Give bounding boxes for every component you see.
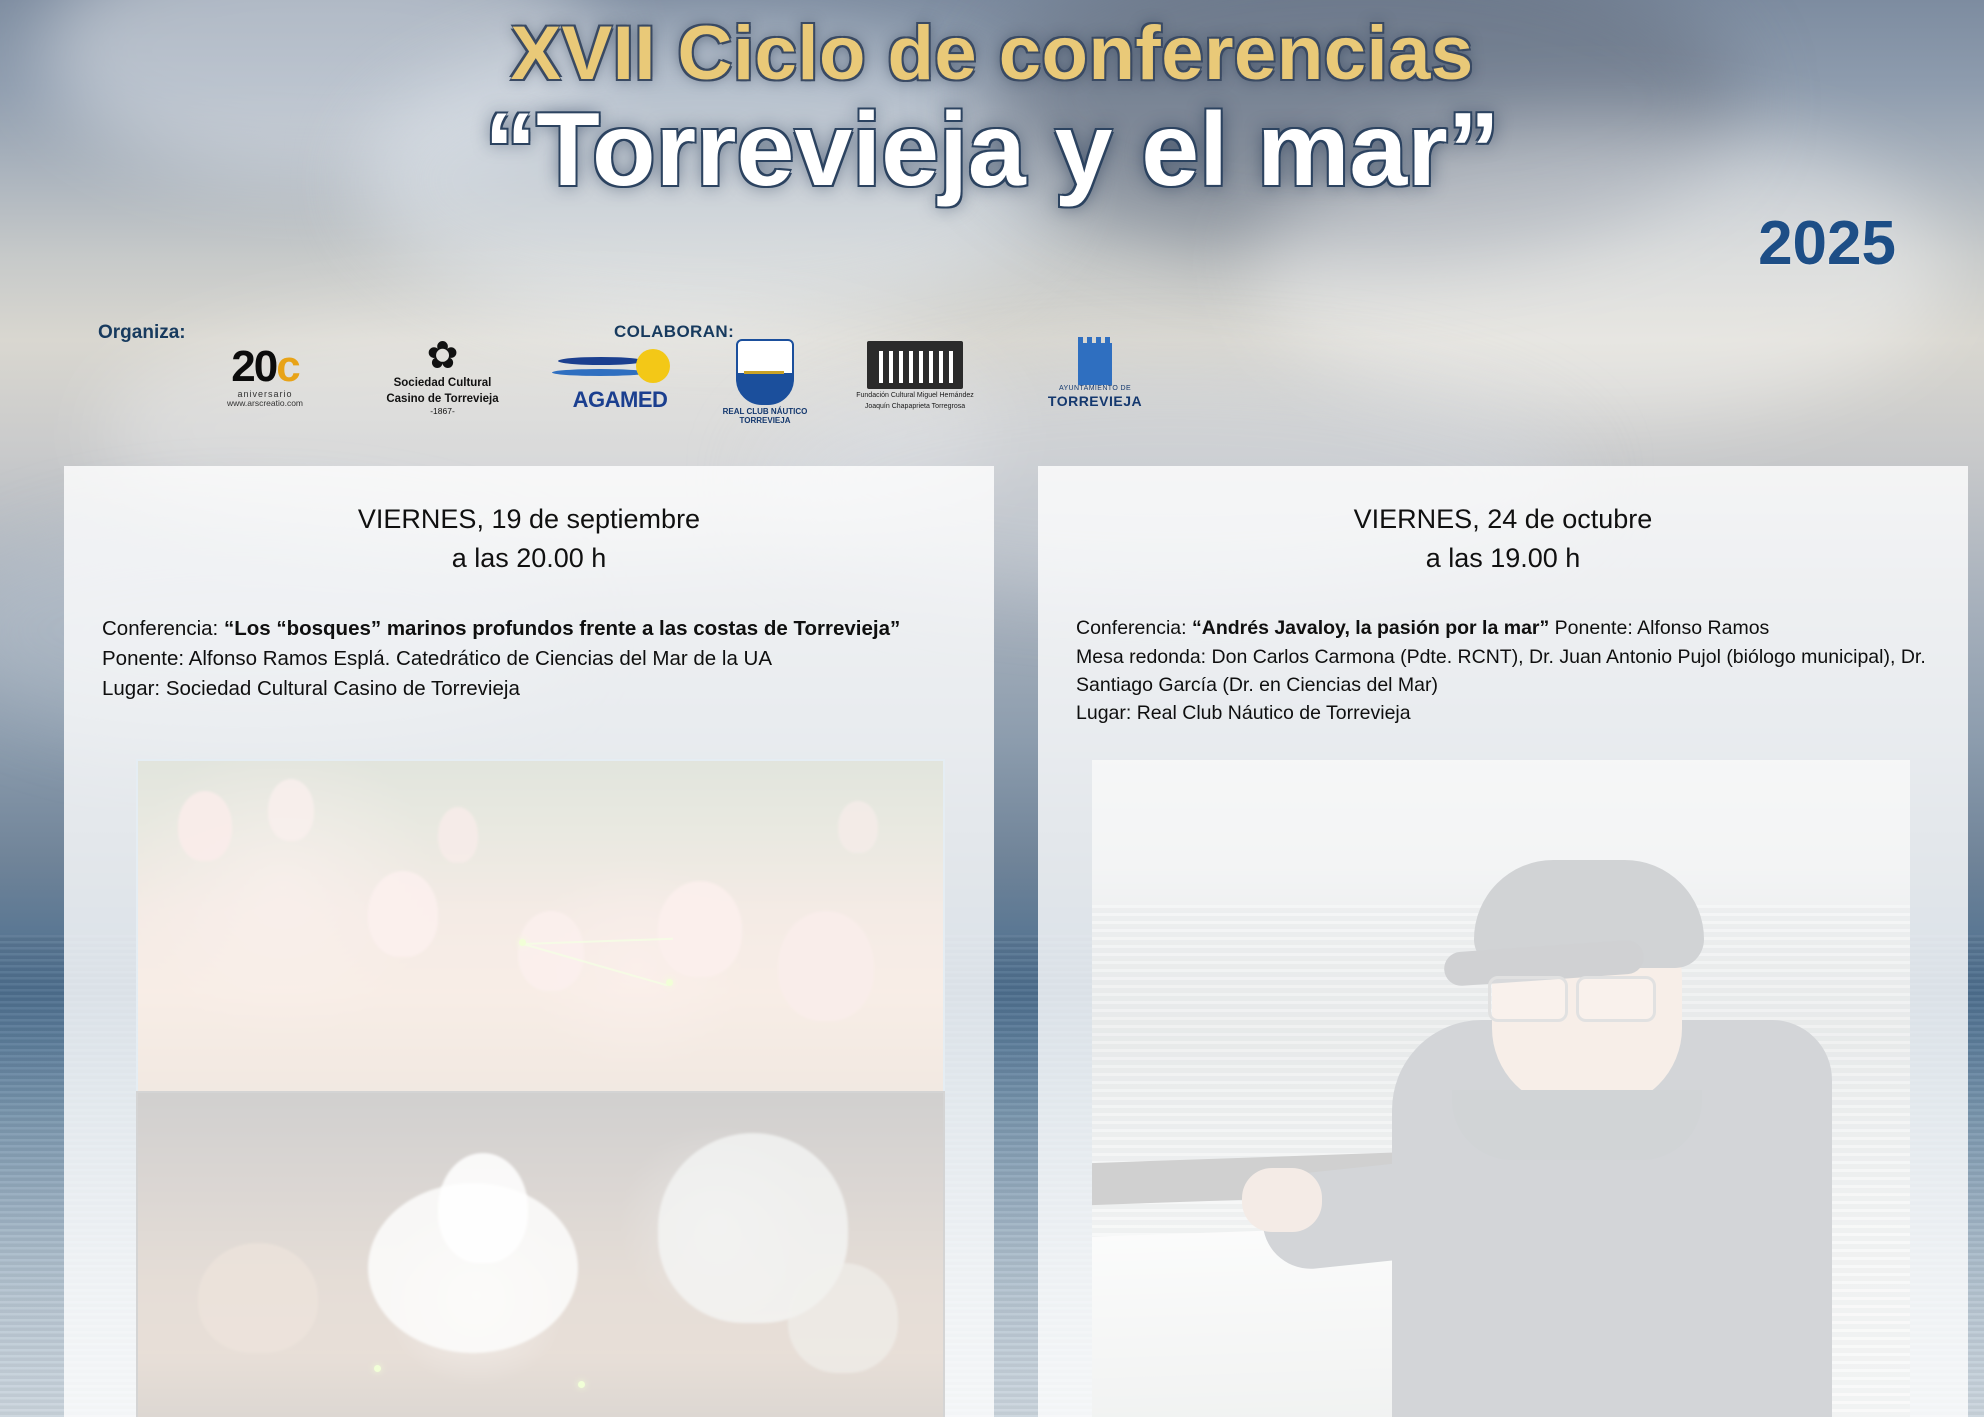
title-block [0,11,1984,279]
conferencia-ponente: Ponente: Alfonso Ramos [1549,617,1770,640]
ponente-label: Ponente: [102,647,189,670]
logo-rcnt-text: REAL CLUB NÁUTICO TORREVIEJA [722,407,808,426]
mesa-redonda-value: Don Carlos Carmona (Pdte. RCNT), Dr. Juan Antonio Pujol (biólogo municipal), Dr. Santiago García (Dr. en Ciencias del Mar) [1076,645,1926,696]
panel-september-date-line1: VIERNES, 19 de septiembre [357,504,701,534]
logo-ars-accent: c [276,342,299,391]
conferencia-title: “Los “bosques” marinos profundos frente a las costas de Torrevieja” [223,617,901,641]
logo-ayuntamiento-torrevieja [1025,343,1165,409]
detail-row [102,674,956,704]
panel-october-date [1038,466,1968,578]
conferencia-label: Conferencia: [102,617,224,641]
nautical-shield-icon [736,339,794,405]
logo-ars-number: 20 [231,342,277,391]
tower-icon [1078,343,1112,385]
lugar-label: Lugar: [102,676,166,700]
logo-ars-sub1: aniversario [237,389,293,399]
logo-ars-sub2: www.arscreatio.com [226,398,304,409]
panel-october-date-line2: a las 19.00 h [1425,543,1581,574]
agamed-mark-icon [550,347,690,387]
casino-crest-icon: ✿ [426,335,459,377]
conferencia-label: Conferencia: [1076,617,1192,640]
panel-september-date [64,466,994,578]
ponente-value: Alfonso Ramos Esplá. Catedrático de Ciencias del Mar de la UA [188,647,773,670]
conferencia-title: “Andrés Javaloy, la pasión por la mar” [1191,617,1550,640]
logo-real-club-nautico [710,339,820,425]
panel-october [1038,466,1968,1417]
logo-bib-line2: Joaquín Chapaprieta Torregrosa [864,403,966,411]
logo-casino-torrevieja [355,337,530,416]
panel-september-details [64,614,994,703]
logo-casino-year: -1867- [430,405,455,416]
logo-bib-line1: Fundación Cultural Miguel Hernández [856,392,974,399]
page-title-line1: XVII Ciclo de conferencias [510,11,1474,96]
logo-ayto-line2: TORREVIEJA [1047,393,1143,410]
page-year: 2025 [1758,208,1896,278]
detail-row [102,644,956,674]
logo-casino-line1: Sociedad Cultural [393,377,492,389]
detail-row [1076,699,1930,727]
detail-row [102,614,956,644]
panel-october-date-line1: VIERNES, 24 de octubre [1353,504,1653,534]
lugar-value: Sociedad Cultural Casino de Torrevieja [165,676,520,700]
page-title-line2: “Torrevieja y el mar” [484,91,1500,208]
panel-october-details [1038,614,1968,727]
detail-row [1076,643,1930,700]
lugar-label: Lugar: [1076,702,1137,725]
mesa-redonda-label: Mesa redonda: [1076,645,1212,668]
lugar-value: Real Club Náutico de Torrevieja [1136,702,1411,725]
logo-casino-line2: Casino de Torrevieja [386,392,499,405]
logo-biblioteca-chapaprieta [835,341,995,412]
organiza-label: Organiza: [98,322,186,343]
building-icon [867,341,963,389]
logo-row [180,335,1143,435]
logo-agamed [550,347,690,412]
panel-september [64,466,994,1417]
colaboran-label: COLABORAN: [614,322,735,341]
panel-september-date-line2: a las 20.00 h [451,543,607,574]
logo-ayto-line1: AYUNTAMIENTO DE [1058,385,1132,392]
detail-row [1076,614,1930,642]
logo-agamed-text: AGAMED [572,387,668,412]
logo-ars-creatio [200,342,330,409]
